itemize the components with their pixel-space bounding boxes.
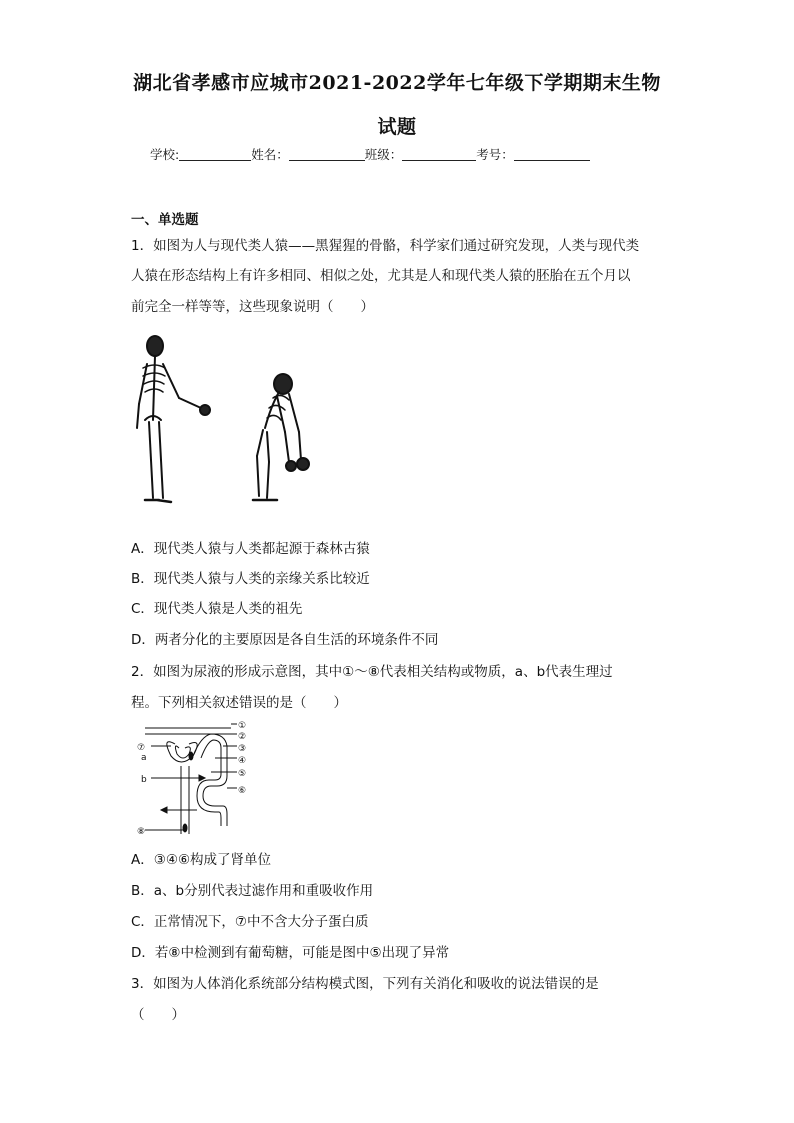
- label-a: a: [141, 753, 147, 763]
- number-blank[interactable]: [514, 146, 590, 161]
- q2-stem-line1: 2．如图为尿液的形成示意图，其中①～⑧代表相关结构或物质，a、b代表生理过: [131, 664, 613, 680]
- q3-stem-line2: （ ）: [131, 1007, 185, 1023]
- student-info-row: [150, 145, 590, 163]
- name-label: 姓名：: [251, 147, 289, 162]
- school-label: 学校:: [150, 147, 180, 162]
- q1-option-c[interactable]: C．现代类人猿是人类的祖先: [131, 601, 303, 617]
- q2-option-d[interactable]: D．若⑧中检测到有葡萄糖，可能是图中⑤出现了异常: [131, 945, 450, 961]
- q1-option-b[interactable]: B．现代类人猿与人类的亲缘关系比较近: [131, 571, 370, 587]
- label-3: ③: [238, 744, 247, 754]
- q2-stem-line2: 程。下列相关叙述错误的是（ ）: [131, 695, 347, 711]
- q1-stem-line1: 1．如图为人与现代类人猿——黑猩猩的骨骼，科学家们通过研究发现，人类与现代类: [131, 238, 640, 254]
- label-4: ④: [238, 756, 247, 766]
- label-5: ⑤: [238, 769, 247, 779]
- label-8: ⑧: [137, 827, 146, 837]
- school-blank[interactable]: [179, 146, 251, 161]
- nephron-diagram: [131, 716, 261, 838]
- label-7: ⑦: [137, 743, 146, 753]
- q2-option-b[interactable]: B．a、b分别代表过滤作用和重吸收作用: [131, 883, 374, 899]
- class-blank[interactable]: [402, 146, 476, 161]
- label-6: ⑥: [238, 786, 247, 796]
- skeleton-figure: [131, 332, 331, 514]
- q1-option-d[interactable]: D．两者分化的主要原因是各自生活的环境条件不同: [131, 632, 439, 648]
- q3-stem-line1: 3．如图为人体消化系统部分结构模式图，下列有关消化和吸收的说法错误的是: [131, 976, 599, 992]
- q2-option-c[interactable]: C．正常情况下，⑦中不含大分子蛋白质: [131, 914, 369, 930]
- exam-title-line2: 试题: [377, 116, 417, 138]
- q1-option-a[interactable]: A．现代类人猿与人类都起源于森林古猿: [131, 541, 370, 557]
- q1-stem-line3: 前完全一样等等，这些现象说明（ ）: [131, 299, 374, 315]
- name-blank[interactable]: [289, 146, 365, 161]
- class-label: 班级：: [364, 147, 403, 162]
- section-title: 一、单选题: [131, 212, 199, 228]
- label-2: ②: [238, 732, 247, 742]
- q2-option-a[interactable]: A．③④⑥构成了肾单位: [131, 852, 272, 868]
- label-1: ①: [238, 721, 247, 731]
- number-label: 考号：: [476, 147, 514, 162]
- exam-title-line1: 湖北省孝感市应城市2021-2022学年七年级下学期期末生物: [133, 72, 661, 94]
- label-b: b: [141, 775, 147, 785]
- q1-stem-line2: 人猿在形态结构上有许多相同、相似之处，尤其是人和现代类人猿的胚胎在五个月以: [131, 268, 631, 284]
